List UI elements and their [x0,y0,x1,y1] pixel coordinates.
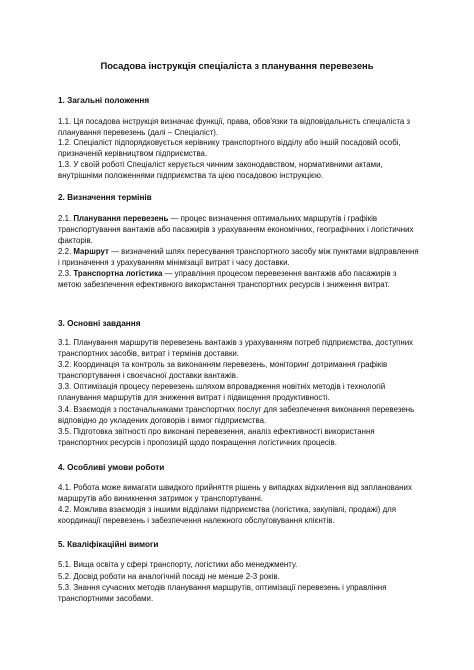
section-heading-conditions: 4. Особливі умови роботи [58,463,165,472]
term-definition-planning [58,213,420,246]
paragraph-5-3: 5.3. Знання сучасних методів планування маршрутів, оптимізації перевезень і управління транспортними засобами. [58,583,387,604]
paragraph-5-2: 5.2. Досвід роботи на аналогічній посаді не менше 2-3 років. [58,572,280,581]
paragraph-3-4: 3.4. Взаємодія з постачальниками транспортних послуг для забезпечення виконання перевезень відповідно до укладених договорів і вимог підприємства. [58,405,415,426]
paragraph-4-1: 4.1. Робота може вимагати швидкого прийняття рішень у випадках відхилення від запланованих маршрутів або виникнення затримок у транспортуванні. [58,483,412,504]
paragraph-3-3: 3.3. Оптимізація процесу перевезень шляхом впровадження новітніх методів і технологій планування маршрутів для зниження витрат і підвищення продуктивності. [58,382,386,403]
document-title: Посадова інструкція спеціаліста з планування перевезень [100,60,374,71]
paragraph-1-3: 1.3. У своїй роботі Спеціаліст керується чинним законодавством, нормативними актами, внутрішніми положеннями підприємства та цією посадовою інструкцією. [58,160,383,181]
term-definition-text: — визначений шлях пересування транспортного засобу між пунктами відправлення і призначення з урахуванням мінімізації витрат і часу доставки. [58,247,419,268]
term-number: 2.2. [58,247,74,256]
term-definition-logistics [58,268,420,290]
term-name: Маршрут [73,247,109,256]
paragraph-3-2: 3.2. Координація та контроль за виконанням перевезень, моніторинг дотримання графіків транспортування і своєчасної доставки вантажів. [58,360,388,381]
term-number: 2.3. [58,269,74,278]
paragraph-3-1: 3.1. Планування маршрутів перевезень вантажів з урахуванням потреб підприємства, доступних транспортних засобів, витрат і термінів доставки. [58,338,414,359]
section-heading-terms: 2. Визначення термінів [58,193,152,202]
term-number: 2.1. [58,214,74,223]
paragraph-1-1: 1.1. Ця посадова інструкція визначає функції, права, обов'язки та відповідальність спеціаліста з планування перевезень (далі – Спеціаліст). [58,117,411,138]
term-definition-text: — управління процесом перевезення вантажів або пасажирів з метою забезпечення ефективного використання транспортних ресурсів і зниження витрат. [58,269,397,290]
paragraph-5-1: 5.1. Вища освіта у сфері транспорту, логістики або менеджменту. [58,560,298,569]
term-definition-text: — процес визначення оптимальних маршрутів і графіків транспортування вантажів або пасажирів з урахуванням економічних, географічних і логістичних факторів. [58,214,414,246]
paragraph-3-5: 3.5. Підготовка звітності про виконані перевезення, аналіз ефективності використання транспортних ресурсів і пропозицій щодо покращення логістичних процесів. [58,427,375,448]
term-definition-route [58,246,420,268]
paragraph-1-2: 1.2. Спеціаліст підпорядковується керівнику транспортного відділу або іншій посадовій особі, призначеній керівництвом підприємства. [58,138,401,159]
term-name: Планування перевезень [73,214,169,223]
section-heading-general: 1. Загальні положення [58,96,150,105]
section-heading-tasks: 3. Основні завдання [58,319,141,328]
term-name: Транспортна логістика [73,269,163,278]
section-heading-qualifications: 5. Кваліфікаційні вимоги [58,540,159,549]
paragraph-4-2: 4.2. Можлива взаємодія з іншими відділами підприємства (логістика, закупівлі, продажі) для координації перевезень і забезпечення належного обслуговування клієнтів. [58,505,397,526]
